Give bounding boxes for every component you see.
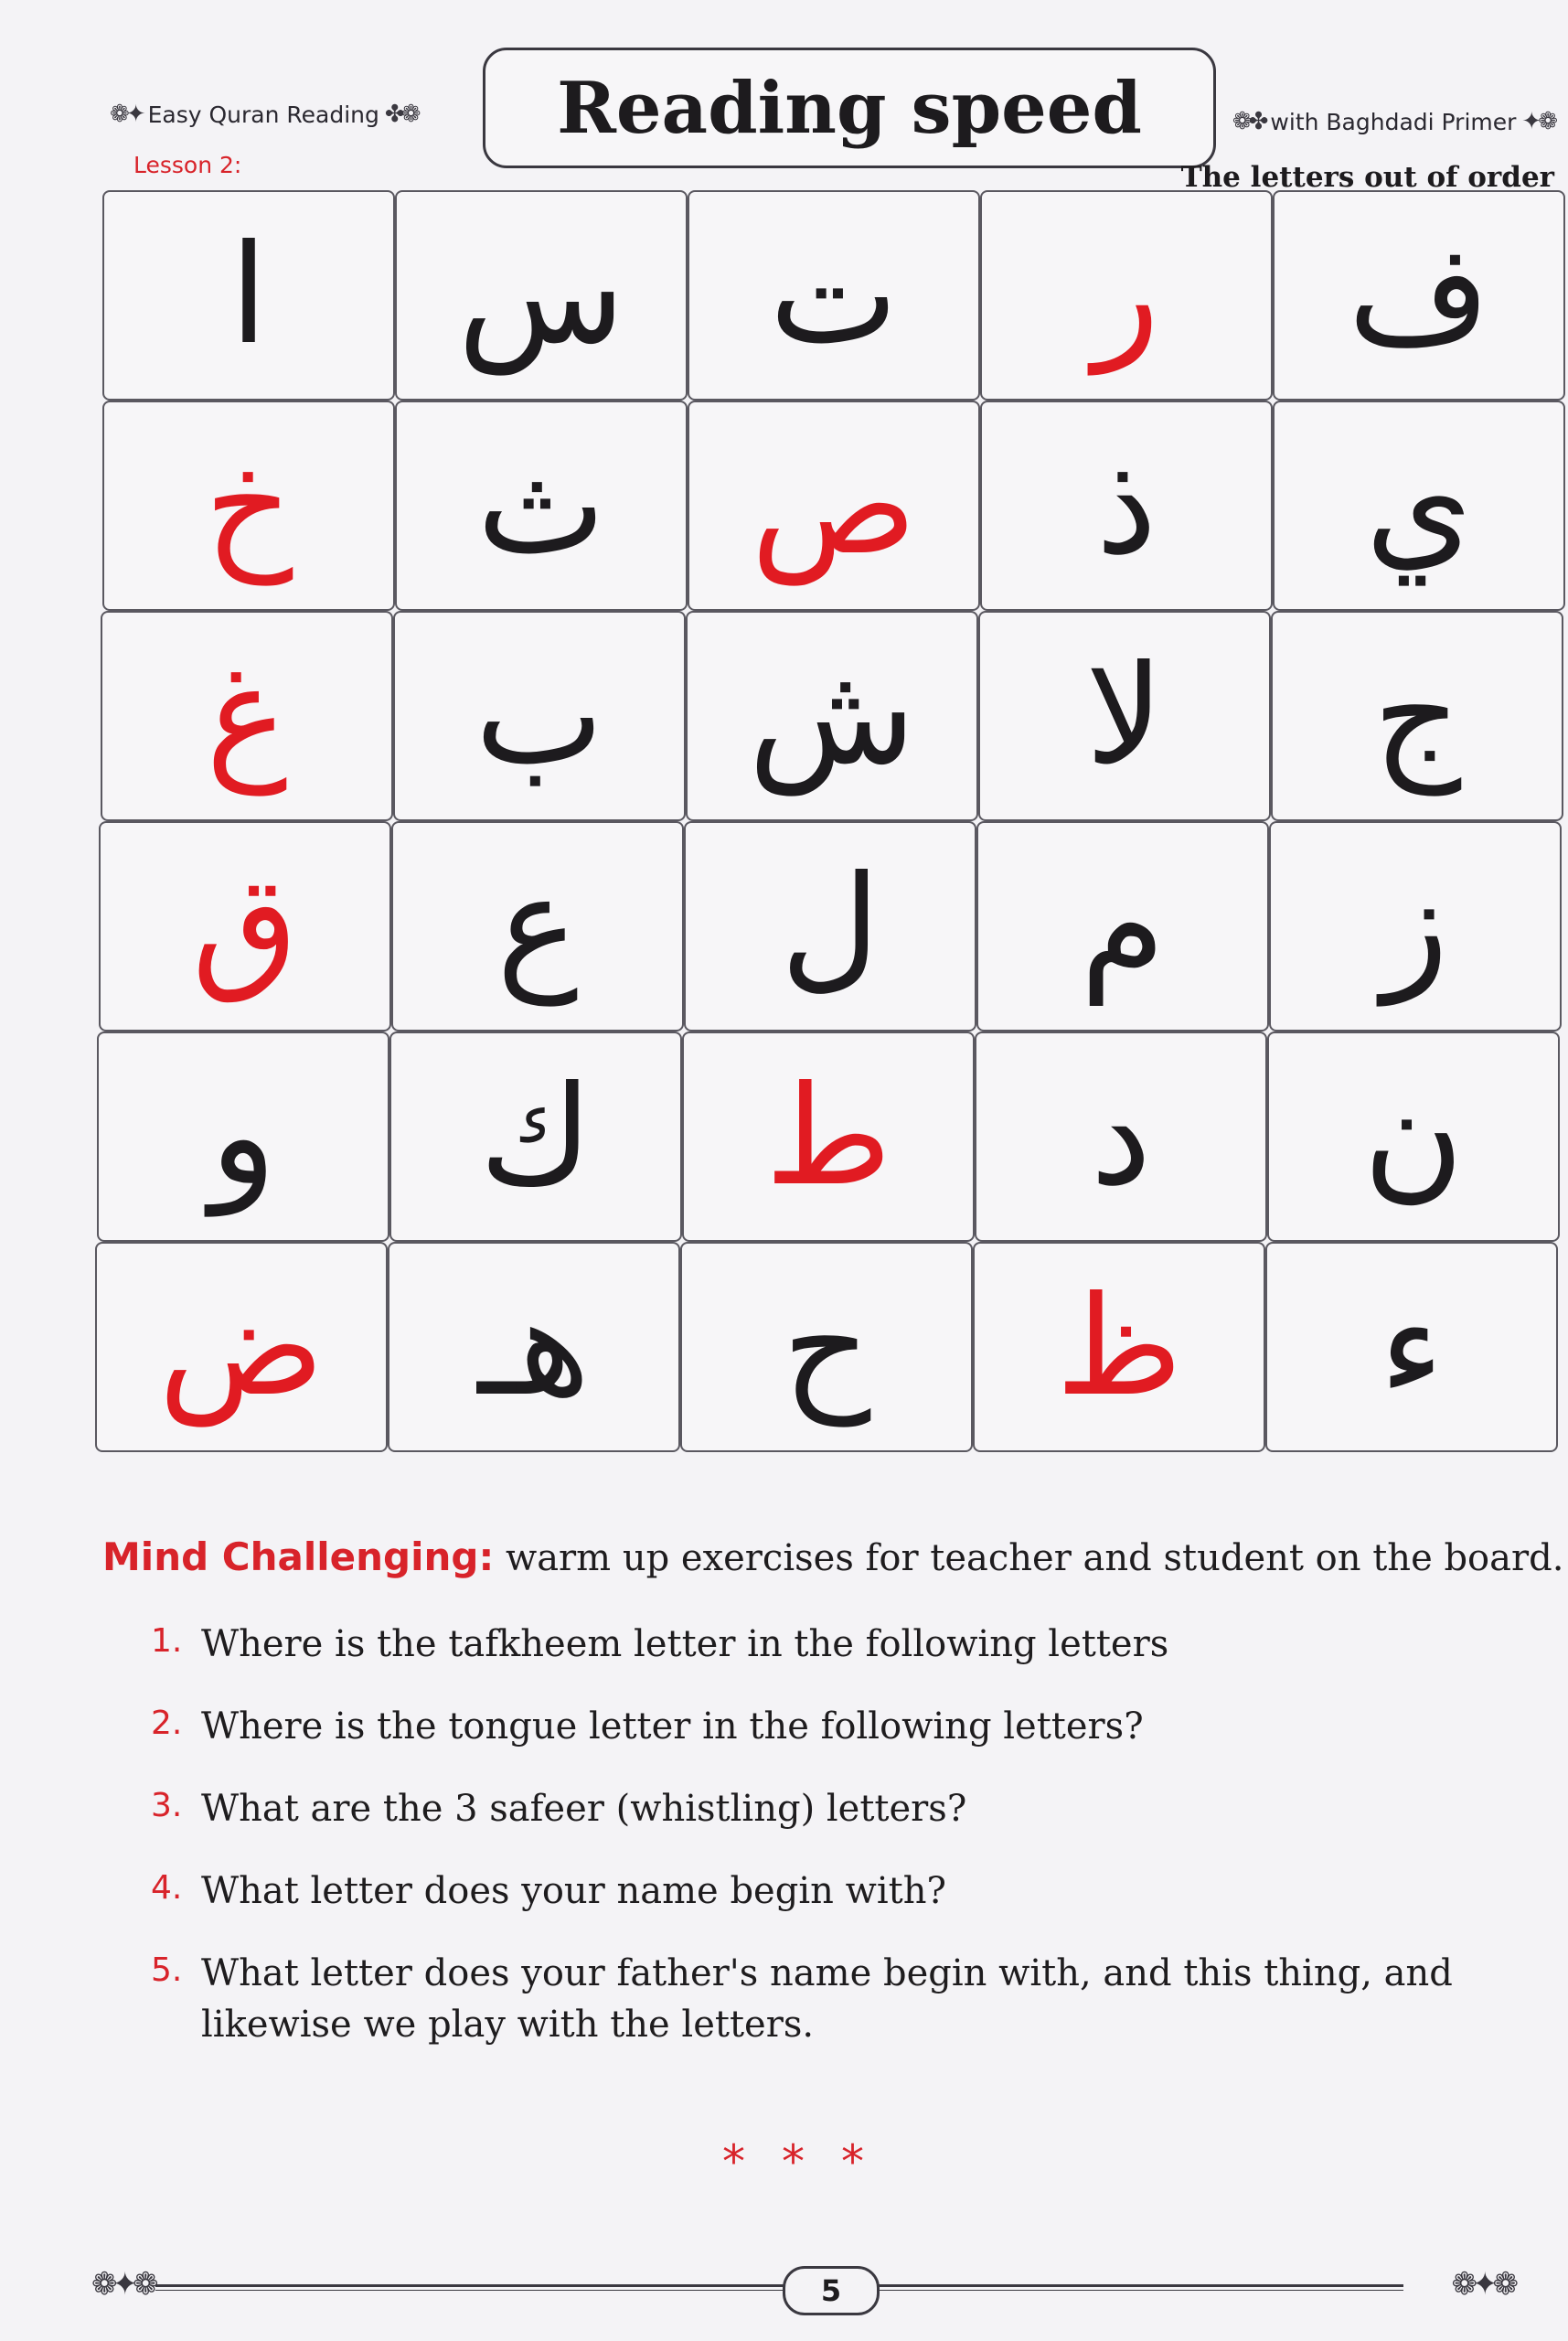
letter-cell <box>1269 821 1562 1032</box>
letter-cell <box>1271 611 1563 821</box>
item-text: What are the 3 safeer (whistling) letters? <box>201 1788 967 1830</box>
book-title-right: with Baghdadi Primer <box>1270 108 1517 135</box>
arabic-letter: ث <box>476 426 606 585</box>
footer-rule <box>155 2284 1403 2287</box>
arabic-letter: س <box>457 216 625 375</box>
arabic-letter: د <box>1090 1057 1152 1216</box>
item-text: What letter does your name begin with? <box>201 1870 946 1912</box>
arabic-letter: ك <box>479 1057 592 1216</box>
arabic-letter: هـ <box>477 1267 591 1427</box>
letter-cell <box>682 1032 975 1242</box>
letter-cell <box>1267 1032 1560 1242</box>
header-left <box>110 101 417 128</box>
arabic-letter: ب <box>475 636 604 796</box>
item-number: 4. <box>151 1869 183 1907</box>
letter-cell <box>102 190 395 401</box>
letter-cell <box>99 821 391 1032</box>
item-text: What letter does your father's name begin with, and this thing, and likewise we play with the letters. <box>201 1952 1453 2046</box>
list-item <box>151 1783 1522 1834</box>
challenge-intro: warm up exercises for teacher and student on the board. <box>494 1537 1564 1579</box>
book-title-left: Easy Quran Reading <box>147 101 379 128</box>
letter-grid <box>102 190 1565 1452</box>
letter-cell <box>688 190 980 401</box>
letter-cell <box>1265 1242 1558 1452</box>
letter-cell <box>680 1242 973 1452</box>
list-item <box>151 1865 1522 1917</box>
letter-cell <box>980 190 1273 401</box>
item-number: 1. <box>151 1622 183 1660</box>
arabic-letter: ي <box>1365 426 1473 585</box>
letter-cell <box>1273 190 1565 401</box>
ornament-icon: ❁✤ <box>1232 108 1265 135</box>
letter-cell <box>684 821 976 1032</box>
arabic-letter: لا <box>1085 636 1164 796</box>
letter-cell <box>389 1032 682 1242</box>
arabic-letter: ت <box>769 216 899 375</box>
arabic-letter: م <box>1080 847 1166 1006</box>
letter-cell <box>395 190 688 401</box>
letter-cell <box>393 611 686 821</box>
arabic-letter: ز <box>1381 847 1449 1006</box>
arabic-letter: ض <box>158 1267 325 1427</box>
ornament-icon: ❁✦❁ <box>1451 2266 1513 2303</box>
arabic-letter: ن <box>1362 1057 1465 1216</box>
letter-cell <box>95 1242 388 1452</box>
arabic-letter: و <box>209 1057 277 1216</box>
lesson-label: Lesson 2: <box>133 152 242 178</box>
arabic-letter: خ <box>204 426 293 585</box>
arabic-letter: ظ <box>1055 1267 1183 1427</box>
item-number: 3. <box>151 1787 183 1824</box>
page-number: 5 <box>783 2266 880 2315</box>
letter-cell <box>395 401 688 611</box>
arabic-letter: ء <box>1379 1267 1445 1427</box>
header-right <box>1232 108 1554 135</box>
title-box <box>483 48 1216 168</box>
footer-rule <box>155 2290 1403 2291</box>
arabic-letter: ل <box>780 847 880 1006</box>
letter-cell <box>1273 401 1565 611</box>
arabic-letter: ج <box>1372 636 1462 796</box>
ornament-icon: ❁✦❁ <box>91 2266 154 2303</box>
arabic-letter: ق <box>191 847 299 1006</box>
list-item <box>151 1948 1522 2050</box>
letter-cell <box>978 611 1271 821</box>
challenge-heading <box>102 1534 1565 1579</box>
arabic-letter: ح <box>782 1267 871 1427</box>
letter-cell <box>686 611 978 821</box>
ornament-icon: ✦❁ <box>1521 108 1554 135</box>
arabic-letter: ش <box>748 636 916 796</box>
page-title: Reading speed <box>557 66 1142 150</box>
letter-cell <box>101 611 393 821</box>
stars-divider: *** <box>722 2135 901 2188</box>
item-text: Where is the tafkheem letter in the following letters <box>201 1623 1169 1665</box>
arabic-letter: ذ <box>1095 426 1157 585</box>
letter-cell <box>980 401 1273 611</box>
arabic-letter: ع <box>496 847 579 1006</box>
challenge-list <box>151 1619 1522 2081</box>
arabic-letter: ط <box>764 1057 892 1216</box>
list-item <box>151 1701 1522 1752</box>
letter-cell <box>975 1032 1267 1242</box>
letter-cell <box>973 1242 1265 1452</box>
arabic-letter: ر <box>1093 216 1160 375</box>
arabic-letter: ف <box>1348 216 1490 375</box>
letter-cell <box>391 821 684 1032</box>
item-number: 2. <box>151 1705 183 1742</box>
letter-cell <box>688 401 980 611</box>
challenge-label: Mind Challenging: <box>102 1534 495 1579</box>
letter-cell <box>97 1032 389 1242</box>
ornament-icon: ✤❁ <box>384 101 418 128</box>
arabic-letter: ص <box>751 426 917 585</box>
item-number: 5. <box>151 1951 183 1989</box>
letter-cell <box>388 1242 680 1452</box>
list-item <box>151 1619 1522 1670</box>
letter-cell <box>102 401 395 611</box>
item-text: Where is the tongue letter in the following letters? <box>201 1705 1144 1748</box>
arabic-letter: ا <box>229 216 268 375</box>
letter-cell <box>976 821 1269 1032</box>
arabic-letter: غ <box>206 636 288 796</box>
ornament-icon: ❁✦ <box>110 101 143 128</box>
subtitle: The letters out of order <box>1180 161 1554 194</box>
